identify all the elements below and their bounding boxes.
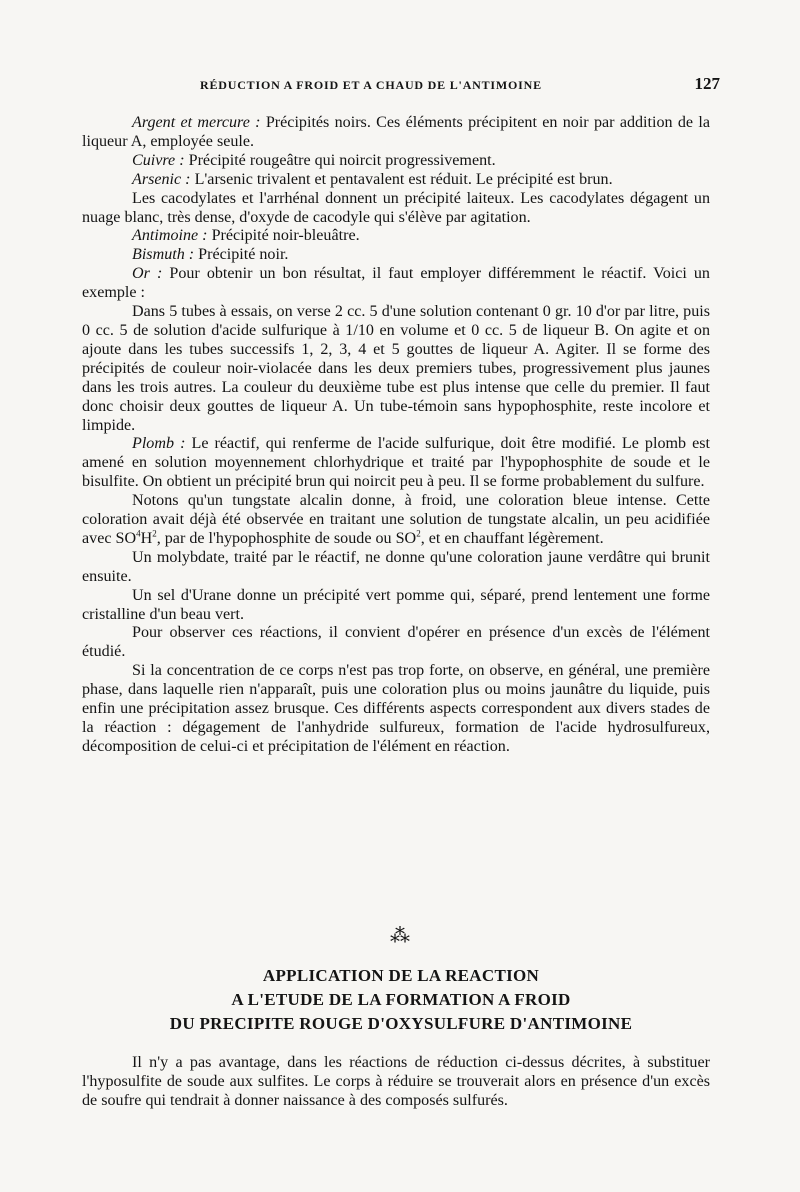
tungstate-text-1: Notons qu'un tungstate alcalin donne, à froid, une coloration bleue intense. Cette coloration avait déjà été observée en traitant une solution de tungstate alcalin, un peu acidifiée avec SO bbox=[82, 492, 710, 547]
paragraph-antimoine bbox=[82, 227, 710, 246]
paragraph-observer: Pour observer ces réactions, il convient d'opérer en présence d'un excès de l'élément étudié. bbox=[82, 624, 710, 661]
paragraph-lead: Arsenic : bbox=[132, 170, 191, 188]
closing-text bbox=[82, 1053, 710, 1110]
superscript: 2 bbox=[152, 528, 157, 539]
paragraph-lead: Cuivre : bbox=[132, 151, 185, 169]
paragraph-hyposulfite: Il n'y a pas avantage, dans les réactions de réduction ci-dessus décrites, à substituer l'hyposulfite de soude aux sulfites. Le corps à réduire se trouverait alors en présence d'un excès de soufre qui tendrait à donner naissance à des composés sulfurés. bbox=[82, 1054, 710, 1109]
section-title-line: APPLICATION DE LA REACTION bbox=[262, 966, 540, 985]
paragraph-text: Précipité rougeâtre qui noircit progressivement. bbox=[184, 151, 496, 169]
superscript: 2 bbox=[416, 528, 421, 539]
paragraph-lead: Antimoine : bbox=[132, 227, 208, 245]
paragraph-text: Précipités noirs. Ces éléments précipitent en noir par addition de la liqueur A, employée seule. bbox=[82, 114, 710, 150]
paragraph-text: Précipité noir. bbox=[194, 246, 289, 264]
section-title-line: DU PRECIPITE ROUGE D'OXYSULFURE D'ANTIMOINE bbox=[169, 1014, 633, 1033]
section-title-line: A L'ETUDE DE LA FORMATION A FROID bbox=[231, 990, 571, 1009]
paragraph-lead: Plomb : bbox=[132, 435, 186, 453]
paragraph-molybdate: Un molybdate, traité par le réactif, ne donne qu'une coloration jaune verdâtre qui brunit ensuite. bbox=[82, 548, 710, 585]
paragraph-lead: Or : bbox=[132, 265, 163, 283]
paragraph-text: Pour obtenir un bon résultat, il faut employer différemment le réactif. Voici un exemple : bbox=[82, 265, 710, 302]
paragraph-cacodylates bbox=[82, 190, 710, 228]
paragraph-cuivre bbox=[82, 152, 710, 171]
paragraph-urane: Un sel d'Urane donne un précipité vert pomme qui, séparé, prend lentement une forme cristalline d'un beau vert. bbox=[82, 586, 710, 623]
paragraph-argent-mercure bbox=[82, 114, 710, 152]
tungstate-text-2: , par de l'hypophosphite de soude ou SO bbox=[156, 529, 417, 547]
paragraph-text: Les cacodylates et l'arrhénal donnent un précipité laiteux. Les cacodylates dégagent un nuage blanc, très dense, d'oxyde de cacodyle qui s'élève par agitation. bbox=[82, 189, 710, 226]
paragraph-lead: Argent et mercure : bbox=[132, 114, 261, 131]
body-text bbox=[82, 114, 710, 757]
paragraph-bismuth bbox=[82, 246, 710, 265]
running-head: RÉDUCTION A FROID ET A CHAUD DE L'ANTIMOINE bbox=[200, 78, 542, 92]
paragraph-concentration: Si la concentration de ce corps n'est pas trop forte, on observe, en général, une première phase, dans laquelle rien n'apparaît, puis une coloration plus ou moins jaunâtre du liquide, puis enfin une précipitation assez brusque. Ces différents aspects correspondent aux divers stades de la réaction : dégagement de l'anhydride sulfureux, formation de l'acide hydrosulfureux, décomposition de celui-ci et précipitation de l'élément en réaction. bbox=[82, 662, 710, 755]
tungstate-text-h: H bbox=[140, 529, 153, 547]
superscript: 4 bbox=[136, 528, 141, 539]
paragraph-text: L'arsenic trivalent et pentavalent est réduit. Le précipité est brun. bbox=[190, 170, 613, 188]
paragraph-tungstate bbox=[82, 492, 710, 549]
page-number: 127 bbox=[694, 74, 720, 93]
tungstate-text-3: , et en chauffant légèrement. bbox=[420, 529, 604, 547]
paragraph-text: Précipité noir-bleuâtre. bbox=[207, 227, 360, 245]
paragraph-plomb bbox=[82, 435, 710, 492]
paragraph-arsenic bbox=[82, 171, 710, 190]
section-title bbox=[82, 964, 720, 1036]
paragraph-or bbox=[82, 265, 710, 303]
paragraph-or-example bbox=[82, 303, 710, 435]
paragraph-lead: Bismuth : bbox=[132, 246, 195, 264]
paragraph-text: Dans 5 tubes à essais, on verse 2 cc. 5 d'une solution contenant 0 gr. 10 d'or par litre, puis 0 cc. 5 de solution d'acide sulfurique à 1/10 en volume et 0 cc. 5 de liqueur B. On agite et on ajoute dans les tubes successifs 1, 2, 3, 4 et 5 gouttes de liqueur A. Agiter. Il se forme des précipités de couleur noir-violacée dans les deux premiers tubes, progressivement plus jaunes dans les trois autres. La couleur du deuxième tube est plus intense que celle du premier. Il faut donc choisir deux gouttes de liqueur A. Un tube-témoin sans hypophosphite, reste incolore et limpide. bbox=[82, 303, 710, 434]
paragraph-text: Le réactif, qui renferme de l'acide sulfurique, doit être modifié. Le plomb est amené en solution moyennement chlorhydrique et traité par l'hypophosphite de soude et le bisulfite. On obtient un précipité brun qui noircit peu à peu. Il se forme probablement du sulfure. bbox=[82, 435, 710, 491]
asterism-ornament: ⁂ bbox=[390, 925, 410, 947]
